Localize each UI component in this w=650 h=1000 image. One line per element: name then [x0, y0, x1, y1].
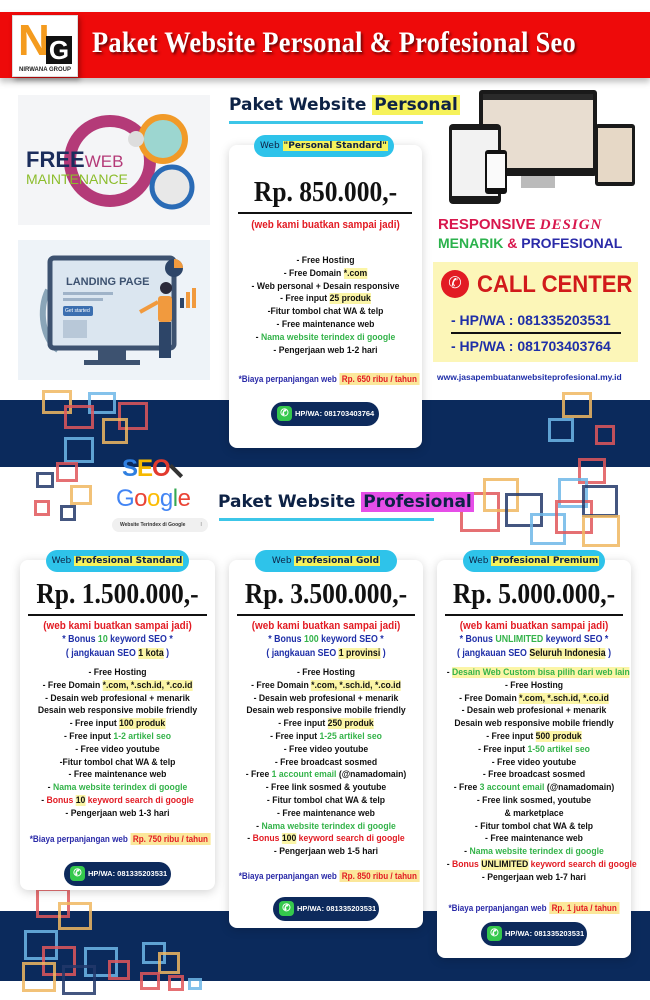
feature-text: - Free input	[486, 730, 536, 742]
personal-highlight: Personal	[374, 95, 458, 115]
feature-item	[447, 718, 622, 731]
reach-area: 1 kota	[138, 648, 164, 659]
feature-accent: 1-25 artikel seo	[319, 730, 382, 742]
whatsapp-button[interactable]	[64, 862, 171, 886]
feature-text: - Free input	[478, 743, 528, 755]
plan-price: Rp. 1.500.000,-	[36, 578, 199, 610]
feature-text: -	[255, 331, 261, 343]
feature-item	[447, 833, 622, 846]
feature-text: - Desain web profesional + menarik	[45, 692, 190, 704]
website-url[interactable]: www.jasapembuatanwebsiteprofesional.my.id	[437, 372, 622, 382]
feature-text: -Fitur tombol chat WA & telp	[59, 756, 176, 768]
feature-item	[239, 718, 414, 731]
whatsapp-icon: ✆	[70, 866, 85, 881]
feature-item	[447, 821, 622, 834]
feature-highlight: *.com, *.sch.id, *.co.id	[519, 692, 609, 704]
profesional-section-title: Paket Website Profesional	[218, 492, 472, 512]
feature-text: - Free broadcast sosmed	[274, 756, 378, 768]
feature-text: - Free	[453, 782, 480, 794]
feature-accent: Nama website terindex di google	[52, 782, 188, 794]
maintenance-label: MAINTENANCE	[26, 171, 128, 187]
feature-text: -	[446, 667, 452, 678]
magnifier-icon	[169, 464, 183, 478]
feature-item	[446, 667, 630, 680]
plan-tagline: (web kami buatkan sampai jadi)	[43, 620, 192, 632]
feature-item	[447, 744, 622, 757]
mic-icon: ⁞	[200, 522, 202, 528]
pill-prefix: Web	[51, 556, 75, 566]
feature-accent: 1-2 artikel seo	[113, 730, 172, 742]
feature-item	[30, 757, 206, 770]
feature-accent: Bonus	[46, 794, 76, 806]
feature-number: 100	[281, 833, 297, 845]
plan-pill	[46, 550, 189, 572]
seo-label: SEO	[122, 455, 170, 482]
profesional-title-underline	[219, 518, 434, 521]
feature-text: - Free maintenance web	[68, 769, 167, 781]
feature-text: - Free input	[63, 730, 114, 742]
seo-google-badge	[112, 455, 212, 540]
feature-accent: Bonus	[252, 833, 282, 845]
feature-text: - Pengerjaan web 1-7 hari	[481, 871, 587, 883]
feature-text: - Free Domain	[251, 679, 312, 691]
feature-text: -	[256, 820, 262, 832]
personal-whatsapp-button[interactable]: ✆ HP/WA: 081703403764	[271, 402, 379, 426]
feature-text: - Free link sosmed, youtube	[476, 794, 592, 806]
feature-text: - Free link sosmed & youtube	[265, 782, 387, 794]
plan-pill	[255, 550, 397, 572]
feature-item	[446, 858, 637, 872]
logo-letter-g: G	[46, 36, 72, 64]
bonus-text: keyword SEO *	[318, 634, 384, 645]
plan-tagline: (web kami buatkan sampai jadi)	[459, 620, 609, 632]
feature-highlight: 25 produk	[329, 293, 371, 305]
feature-accent: 1 account email	[271, 769, 337, 781]
feature-tail: keyword search di google	[296, 833, 405, 845]
price-divider	[445, 614, 623, 616]
landing-page-illustration	[18, 240, 210, 380]
feature-accent: Bonus	[451, 858, 482, 870]
devices-icon	[437, 88, 637, 208]
feature-item	[239, 833, 414, 846]
feature-text: - Free maintenance web	[485, 833, 583, 845]
whatsapp-number: HP/WA: 081335203531	[88, 869, 168, 878]
bonus-keywords	[241, 634, 412, 645]
feature-text: - Free Hosting	[296, 255, 355, 266]
pill-name: Profesional Premium	[492, 556, 599, 566]
feature-text: Desain web responsive mobile friendly	[454, 718, 614, 730]
header-banner	[0, 12, 650, 78]
feature-item	[239, 705, 414, 718]
feature-text: - Fitur tombol chat WA & telp	[474, 820, 594, 832]
phone-divider	[451, 332, 621, 334]
feature-text: - Free	[245, 769, 272, 781]
feature-item	[239, 319, 413, 332]
feature-item	[447, 795, 622, 808]
google-search-bar: Website Terindex di Google ⁞	[112, 518, 208, 532]
features-list	[437, 667, 637, 885]
feature-item	[447, 782, 622, 795]
profesional-highlight: Profesional	[363, 492, 472, 512]
feature-item	[239, 680, 414, 693]
feature-text: -	[464, 846, 470, 858]
feature-item	[30, 667, 206, 680]
responsive-design-heading: RESPONSIVE DESIGN	[438, 216, 603, 233]
feature-text: - Free video youtube	[75, 743, 160, 755]
feature-item	[239, 731, 414, 744]
call-center-title: CALL CENTER	[477, 271, 633, 298]
plan-price: Rp. 3.500.000,-	[244, 578, 408, 610]
feature-text: - Free Hosting	[504, 679, 564, 691]
feature-text: - Web personal + Desain responsive	[251, 280, 400, 292]
feature-item	[30, 808, 206, 821]
feature-text: - Free maintenance web	[277, 807, 375, 819]
whatsapp-button[interactable]	[481, 922, 587, 946]
feature-accent: Nama website terindex di google	[469, 846, 604, 858]
call-center-box	[433, 262, 638, 362]
bonus-text: * Bonus	[268, 634, 304, 645]
feature-text: - Free Domain	[283, 267, 344, 279]
feature-item	[447, 693, 622, 706]
feature-text: -	[41, 794, 47, 806]
feature-item	[447, 705, 622, 718]
seo-reach	[32, 648, 204, 659]
reach-text: ( jangkauan SEO	[456, 648, 530, 659]
feature-item	[239, 281, 413, 294]
whatsapp-icon: ✆	[279, 901, 294, 916]
feature-text: - Pengerjaan web 1-3 hari	[65, 807, 170, 819]
price-divider	[238, 212, 412, 214]
feature-text: - Free maintenance web	[276, 318, 375, 330]
feature-text: -	[446, 858, 452, 870]
bonus-keywords	[449, 634, 620, 645]
page-title: Paket Website Personal & Profesional Seo	[92, 26, 577, 59]
renewal-amount: Rp. 750 ribu / tahun	[130, 833, 211, 845]
logo-letter-n: N	[18, 16, 44, 65]
renewal-fee	[29, 834, 209, 844]
feature-item	[30, 782, 206, 795]
feature-item	[239, 744, 414, 757]
personal-section-title: Paket Website Personal	[229, 95, 458, 115]
feature-text: - Pengerjaan web 1-2 hari	[273, 344, 378, 356]
feature-text: - Free Domain	[42, 679, 103, 691]
bonus-text: * Bonus	[459, 634, 496, 645]
feature-text: - Free Hosting	[296, 667, 356, 678]
pill-name: Profesional Gold	[295, 556, 380, 566]
reach-text: ( jangkauan SEO	[65, 648, 139, 659]
feature-item	[239, 693, 414, 706]
personal-tagline: (web kami buatkan sampai jadi)	[251, 219, 400, 231]
feature-item	[239, 306, 413, 319]
free-web-maintenance-image	[18, 95, 210, 225]
seo-reach	[449, 648, 620, 659]
feature-item	[239, 293, 413, 306]
feature-item	[239, 255, 413, 268]
feature-text: - Desain web profesional + menarik	[253, 692, 399, 704]
personal-features-list	[229, 255, 422, 357]
renewal-fee	[238, 871, 417, 881]
responsive-devices-image	[437, 88, 637, 208]
feature-accent: Nama website terindex di google	[260, 331, 396, 343]
feature-text: - Free input	[278, 718, 328, 730]
personal-title-underline	[229, 121, 423, 124]
feature-tail: keyword search di google	[528, 858, 637, 870]
reach-text: )	[163, 648, 170, 659]
feature-item	[30, 693, 206, 706]
menarik-profesional-heading: MENARIK & PROFESIONAL	[438, 235, 623, 251]
feature-item	[239, 757, 414, 770]
feature-highlight: *.com, *.sch.id, *.co.id	[311, 679, 401, 691]
feature-item	[239, 808, 414, 821]
feature-item	[239, 332, 413, 345]
feature-text: - Desain web profesional + menarik	[461, 705, 607, 717]
plan-price: Rp. 5.000.000,-	[452, 578, 616, 610]
feature-text: - Free input	[280, 293, 330, 305]
features-list	[229, 667, 423, 859]
reach-text: )	[605, 648, 612, 659]
reach-area: Seluruh Indonesia	[529, 648, 606, 659]
landing-title: LANDING PAGE	[66, 276, 150, 288]
web-label: WEB	[84, 152, 124, 171]
feature-item	[30, 680, 206, 693]
bonus-text: keyword SEO *	[107, 634, 173, 645]
feature-text: -	[247, 833, 253, 845]
feature-item	[239, 667, 414, 680]
feature-text: - Free input	[270, 730, 320, 742]
feature-item	[447, 757, 622, 770]
feature-text: & marketplace	[504, 807, 564, 819]
feature-highlight: *.com, *.sch.id, *.co.id	[102, 679, 193, 691]
feature-item	[239, 268, 413, 281]
phone-number-2[interactable]: - HP/WA : 081703403764	[451, 338, 611, 354]
feature-number: 10	[75, 794, 86, 806]
renewal-amount: Rp. 850 ribu / tahun	[339, 870, 420, 882]
get-started-button: Get started	[65, 308, 90, 314]
reach-area: 1 provinsi	[338, 648, 381, 659]
price-divider	[237, 614, 415, 616]
bonus-keywords	[32, 634, 204, 645]
bonus-text: keyword SEO *	[543, 634, 609, 645]
whatsapp-number: HP/WA: 081335203531	[297, 904, 377, 913]
feature-text: - Pengerjaan web 1-5 hari	[273, 846, 379, 858]
renewal-amount: Rp. 1 juta / tahun	[549, 902, 620, 914]
phone-number-1[interactable]: - HP/WA : 081335203531	[451, 312, 611, 328]
feature-item	[239, 769, 414, 782]
feature-item	[447, 731, 622, 744]
logo-label: NIRWANA GROUP	[18, 67, 71, 73]
feature-text: Desain web responsive mobile friendly	[37, 705, 198, 717]
pill-prefix: Web	[468, 556, 492, 566]
feature-item	[30, 744, 206, 757]
plan-tagline: (web kami buatkan sampai jadi)	[251, 620, 401, 632]
feature-tail: (@namadomain)	[544, 782, 615, 794]
reach-text: ( jangkauan SEO	[266, 648, 339, 659]
price-divider	[28, 614, 207, 616]
feature-item	[239, 846, 414, 859]
personal-price: Rp. 850.000,-	[253, 176, 398, 208]
feature-tail: (@namadomain)	[336, 769, 407, 781]
feature-accent: 3 account email	[479, 782, 545, 794]
renewal-label: *Biaya perpanjangan web	[29, 834, 131, 844]
feature-highlight: 100 produk	[119, 718, 166, 730]
feature-item	[447, 808, 622, 821]
feature-item	[447, 769, 622, 782]
feature-text: - Free broadcast sosmed	[482, 769, 586, 781]
feature-item	[239, 782, 414, 795]
feature-text: - Free video youtube	[491, 756, 577, 768]
plan-pill	[463, 550, 605, 572]
whatsapp-button[interactable]	[273, 897, 379, 921]
renewal-label: *Biaya perpanjangan web	[448, 903, 549, 913]
feature-item	[447, 680, 622, 693]
feature-number: UNLIMITED	[481, 858, 529, 870]
personal-renewal-fee: *Biaya perpanjangan web Rp. 650 ribu / tahun	[239, 374, 413, 384]
feature-item	[447, 872, 622, 885]
renewal-fee	[447, 903, 622, 913]
bonus-count: 100	[303, 634, 319, 645]
pill-prefix: Web	[271, 556, 295, 566]
renewal-label: *Biaya perpanjangan web	[238, 871, 340, 881]
feature-item	[30, 731, 206, 744]
whatsapp-icon: ✆	[277, 406, 292, 421]
feature-text: - Free input	[69, 718, 120, 730]
bonus-text: * Bonus	[62, 634, 98, 645]
feature-tail: keyword search di google	[85, 794, 194, 806]
feature-text: Desain web responsive mobile friendly	[246, 705, 406, 717]
feature-highlight: 500 produk	[535, 730, 582, 742]
personal-plan-pill: Web "Personal Standard"	[254, 135, 394, 157]
free-label: FREE	[26, 147, 85, 172]
feature-text: -Fitur tombol chat WA & telp	[267, 306, 384, 318]
feature-text: - Free Hosting	[88, 667, 147, 678]
feature-item	[239, 821, 414, 834]
features-list	[20, 667, 215, 821]
feature-highlight: *.com	[343, 267, 368, 279]
feature-accent: Nama website terindex di google	[261, 820, 396, 832]
feature-item	[30, 705, 206, 718]
feature-item	[30, 769, 206, 782]
feature-text: - Free video youtube	[283, 743, 369, 755]
feature-item	[239, 345, 413, 358]
feature-accent: 1-50 artikel seo	[527, 743, 590, 755]
feature-item	[447, 846, 622, 859]
whatsapp-icon: ✆	[487, 926, 502, 941]
feature-accent: Desain Web Custom bisa pilih dari web lain	[451, 667, 630, 678]
feature-text: -	[47, 782, 53, 794]
seo-reach	[241, 648, 412, 659]
google-label: Google	[116, 485, 191, 512]
feature-item	[30, 718, 206, 731]
whatsapp-number: HP/WA: 081335203531	[505, 929, 585, 938]
feature-text: - Free Domain	[459, 692, 520, 704]
feature-item	[239, 795, 414, 808]
nirwana-group-logo	[12, 15, 78, 77]
feature-highlight: 250 produk	[327, 718, 374, 730]
feature-text: - Fitur tombol chat WA & telp	[266, 794, 386, 806]
bonus-count: UNLIMITED	[495, 634, 544, 645]
pill-name: Profesional Standard	[75, 556, 183, 566]
feature-item	[30, 795, 206, 808]
phone-icon: ✆	[441, 270, 469, 298]
landing-monitor-icon	[18, 240, 210, 380]
reach-text: )	[380, 648, 386, 659]
bonus-count: 10	[97, 634, 108, 645]
